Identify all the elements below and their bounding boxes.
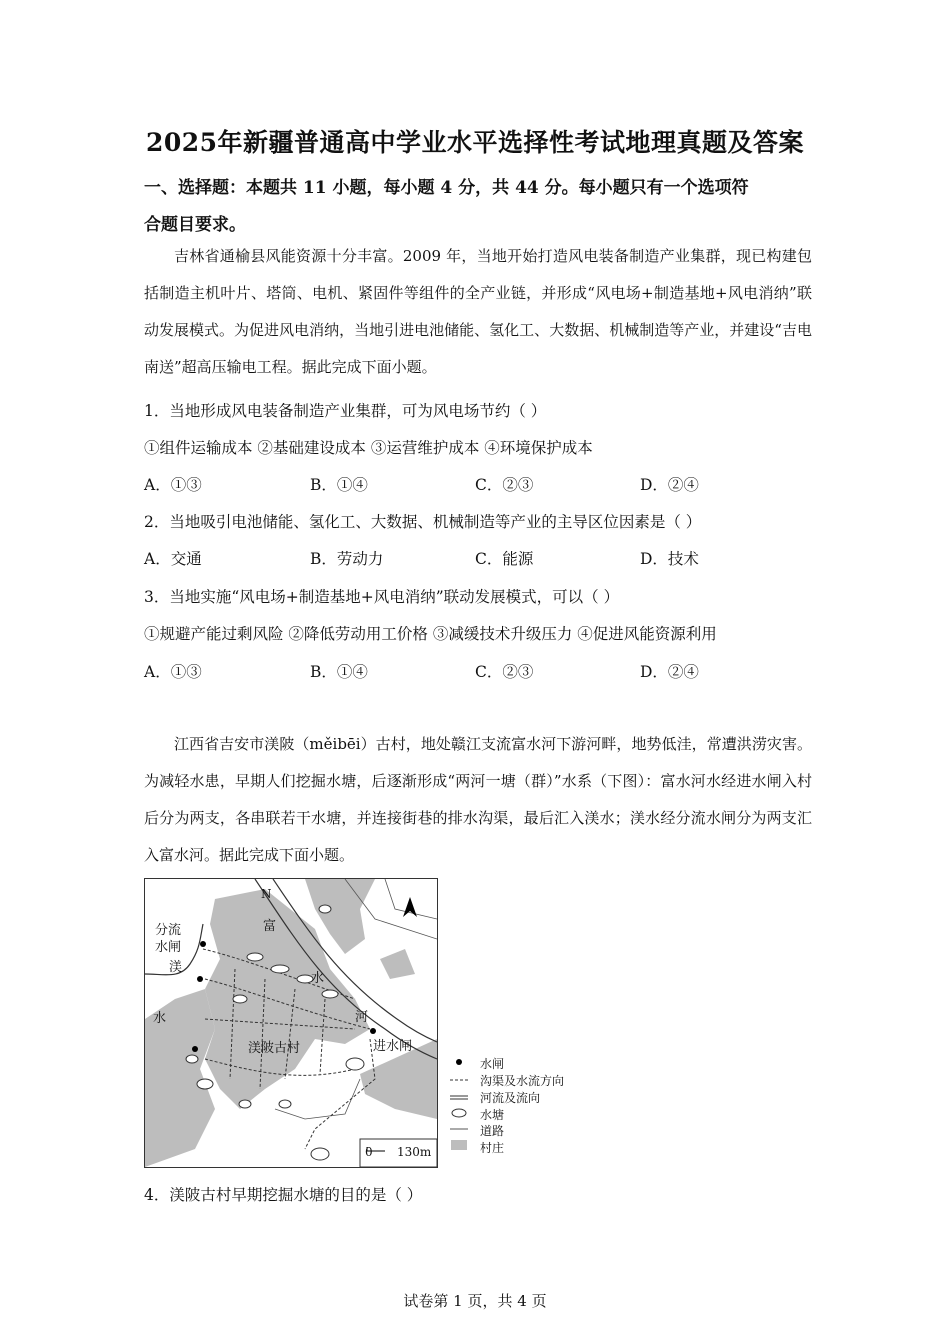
option-d: D．②④ xyxy=(640,663,699,681)
option-c: C．②③ xyxy=(475,663,534,681)
question-1-items: ①组件运输成本 ②基础建设成本 ③运营维护成本 ④环境保护成本 xyxy=(144,439,593,457)
north-label: N xyxy=(261,887,272,901)
option-b: B．①④ xyxy=(310,476,368,494)
village-water-system-map xyxy=(144,878,438,1168)
option-a: A．交通 xyxy=(144,550,202,568)
option-c: C．能源 xyxy=(475,550,534,568)
legend-sluice-icon xyxy=(456,1059,462,1065)
fushui-label-2: 水 xyxy=(311,971,325,986)
diversion-gate-label-1: 分流 xyxy=(155,923,182,938)
diversion-gate-label-2: 水闸 xyxy=(155,940,182,955)
legend-pond-icon xyxy=(452,1109,466,1117)
question-3-items: ①规避产能过剩风险 ②降低劳动用工价格 ③减缓技术升级压力 ④促进风能资源利用 xyxy=(144,625,717,643)
question-1-options xyxy=(0,473,950,497)
north-arrow-icon xyxy=(403,897,417,917)
road-2 xyxy=(385,879,437,919)
meishui-label-1: 渼 xyxy=(169,960,183,975)
question-2-stem: 2．当地吸引电池储能、氢化工、大数据、机械制造等产业的主导区位因素是（ ） xyxy=(144,513,702,531)
page-footer: 试卷第 1 页，共 4 页 xyxy=(403,1292,547,1310)
legend-village-icon xyxy=(451,1140,467,1150)
option-c: C．②③ xyxy=(475,476,534,494)
question-1-stem: 1．当地形成风电装备制造产业集群，可为风电场节约（ ） xyxy=(144,402,547,420)
question-3-options xyxy=(0,660,950,684)
section-heading-line1: 一、选择题：本题共 11 小题，每小题 4 分，共 44 分。每小题只有一个选项符 xyxy=(144,178,749,198)
question-2-options xyxy=(0,547,950,571)
legend-village: 村庄 xyxy=(480,1141,505,1155)
scale-zero: 0 xyxy=(365,1145,373,1159)
meishui-label-2: 水 xyxy=(153,1011,167,1026)
option-b: B．劳动力 xyxy=(310,550,384,568)
village-area-small xyxy=(380,949,415,979)
passage-2: 江西省吉安市渼陂（měibēi）古村，地处赣江支流富水河下游河畔，地势低洼，常遭洪涝灾害。为减轻水患，早期人们挖掘水塘，后逐渐形成“两河一塘（群）”水系（下图）：富水河水经进水闸入村后分为两支，各串联若干水塘，并连接街巷的排水沟渠，最后汇入渼水；渼水经分流水闸分为两支汇入富水河。据此完成下面小题。 xyxy=(144,735,812,864)
legend-pond: 水塘 xyxy=(480,1108,505,1122)
page-title: 2025年新疆普通高中学业水平选择性考试地理真题及答案 xyxy=(145,128,805,157)
option-d: D．技术 xyxy=(640,550,699,568)
fushui-label-3: 河 xyxy=(355,1010,369,1025)
section-heading-line2: 合题目要求。 xyxy=(144,215,246,235)
road-3 xyxy=(275,1079,360,1119)
option-b: B．①④ xyxy=(310,663,368,681)
legend-sluice: 水闸 xyxy=(480,1057,505,1071)
fushui-label-1: 富 xyxy=(263,919,277,934)
map-legend xyxy=(446,1055,586,1165)
passage-1: 吉林省通榆县风能资源十分丰富。2009 年，当地开始打造风电装备制造产业集群，现已构建包括制造主机叶片、塔筒、电机、紧固件等组件的全产业链，并形成“风电场+制造基地+风电消纳”联动发展模式。为促进风电消纳，当地引进电池储能、氢化工、大数据、机械制造等产业，并建设“吉电南送”超高压输电工程。据此完成下面小题。 xyxy=(144,247,812,376)
legend-river: 河流及流向 xyxy=(480,1091,541,1105)
option-a: A．①③ xyxy=(144,663,202,681)
option-a: A．①③ xyxy=(144,476,202,494)
village-label: 渼陂古村 xyxy=(248,1041,301,1056)
map-graphic xyxy=(145,879,437,1167)
legend-channel: 沟渠及水流方向 xyxy=(480,1074,565,1088)
inlet-gate-label: 进水闸 xyxy=(373,1039,413,1054)
question-4-stem: 4．渼陂古村早期挖掘水塘的目的是（ ） xyxy=(144,1186,423,1204)
question-3-stem: 3．当地实施“风电场+制造基地+风电消纳”联动发展模式，可以（ ） xyxy=(144,588,620,606)
option-d: D．②④ xyxy=(640,476,699,494)
scale-distance: 130m xyxy=(397,1145,432,1159)
legend-road: 道路 xyxy=(480,1124,505,1138)
